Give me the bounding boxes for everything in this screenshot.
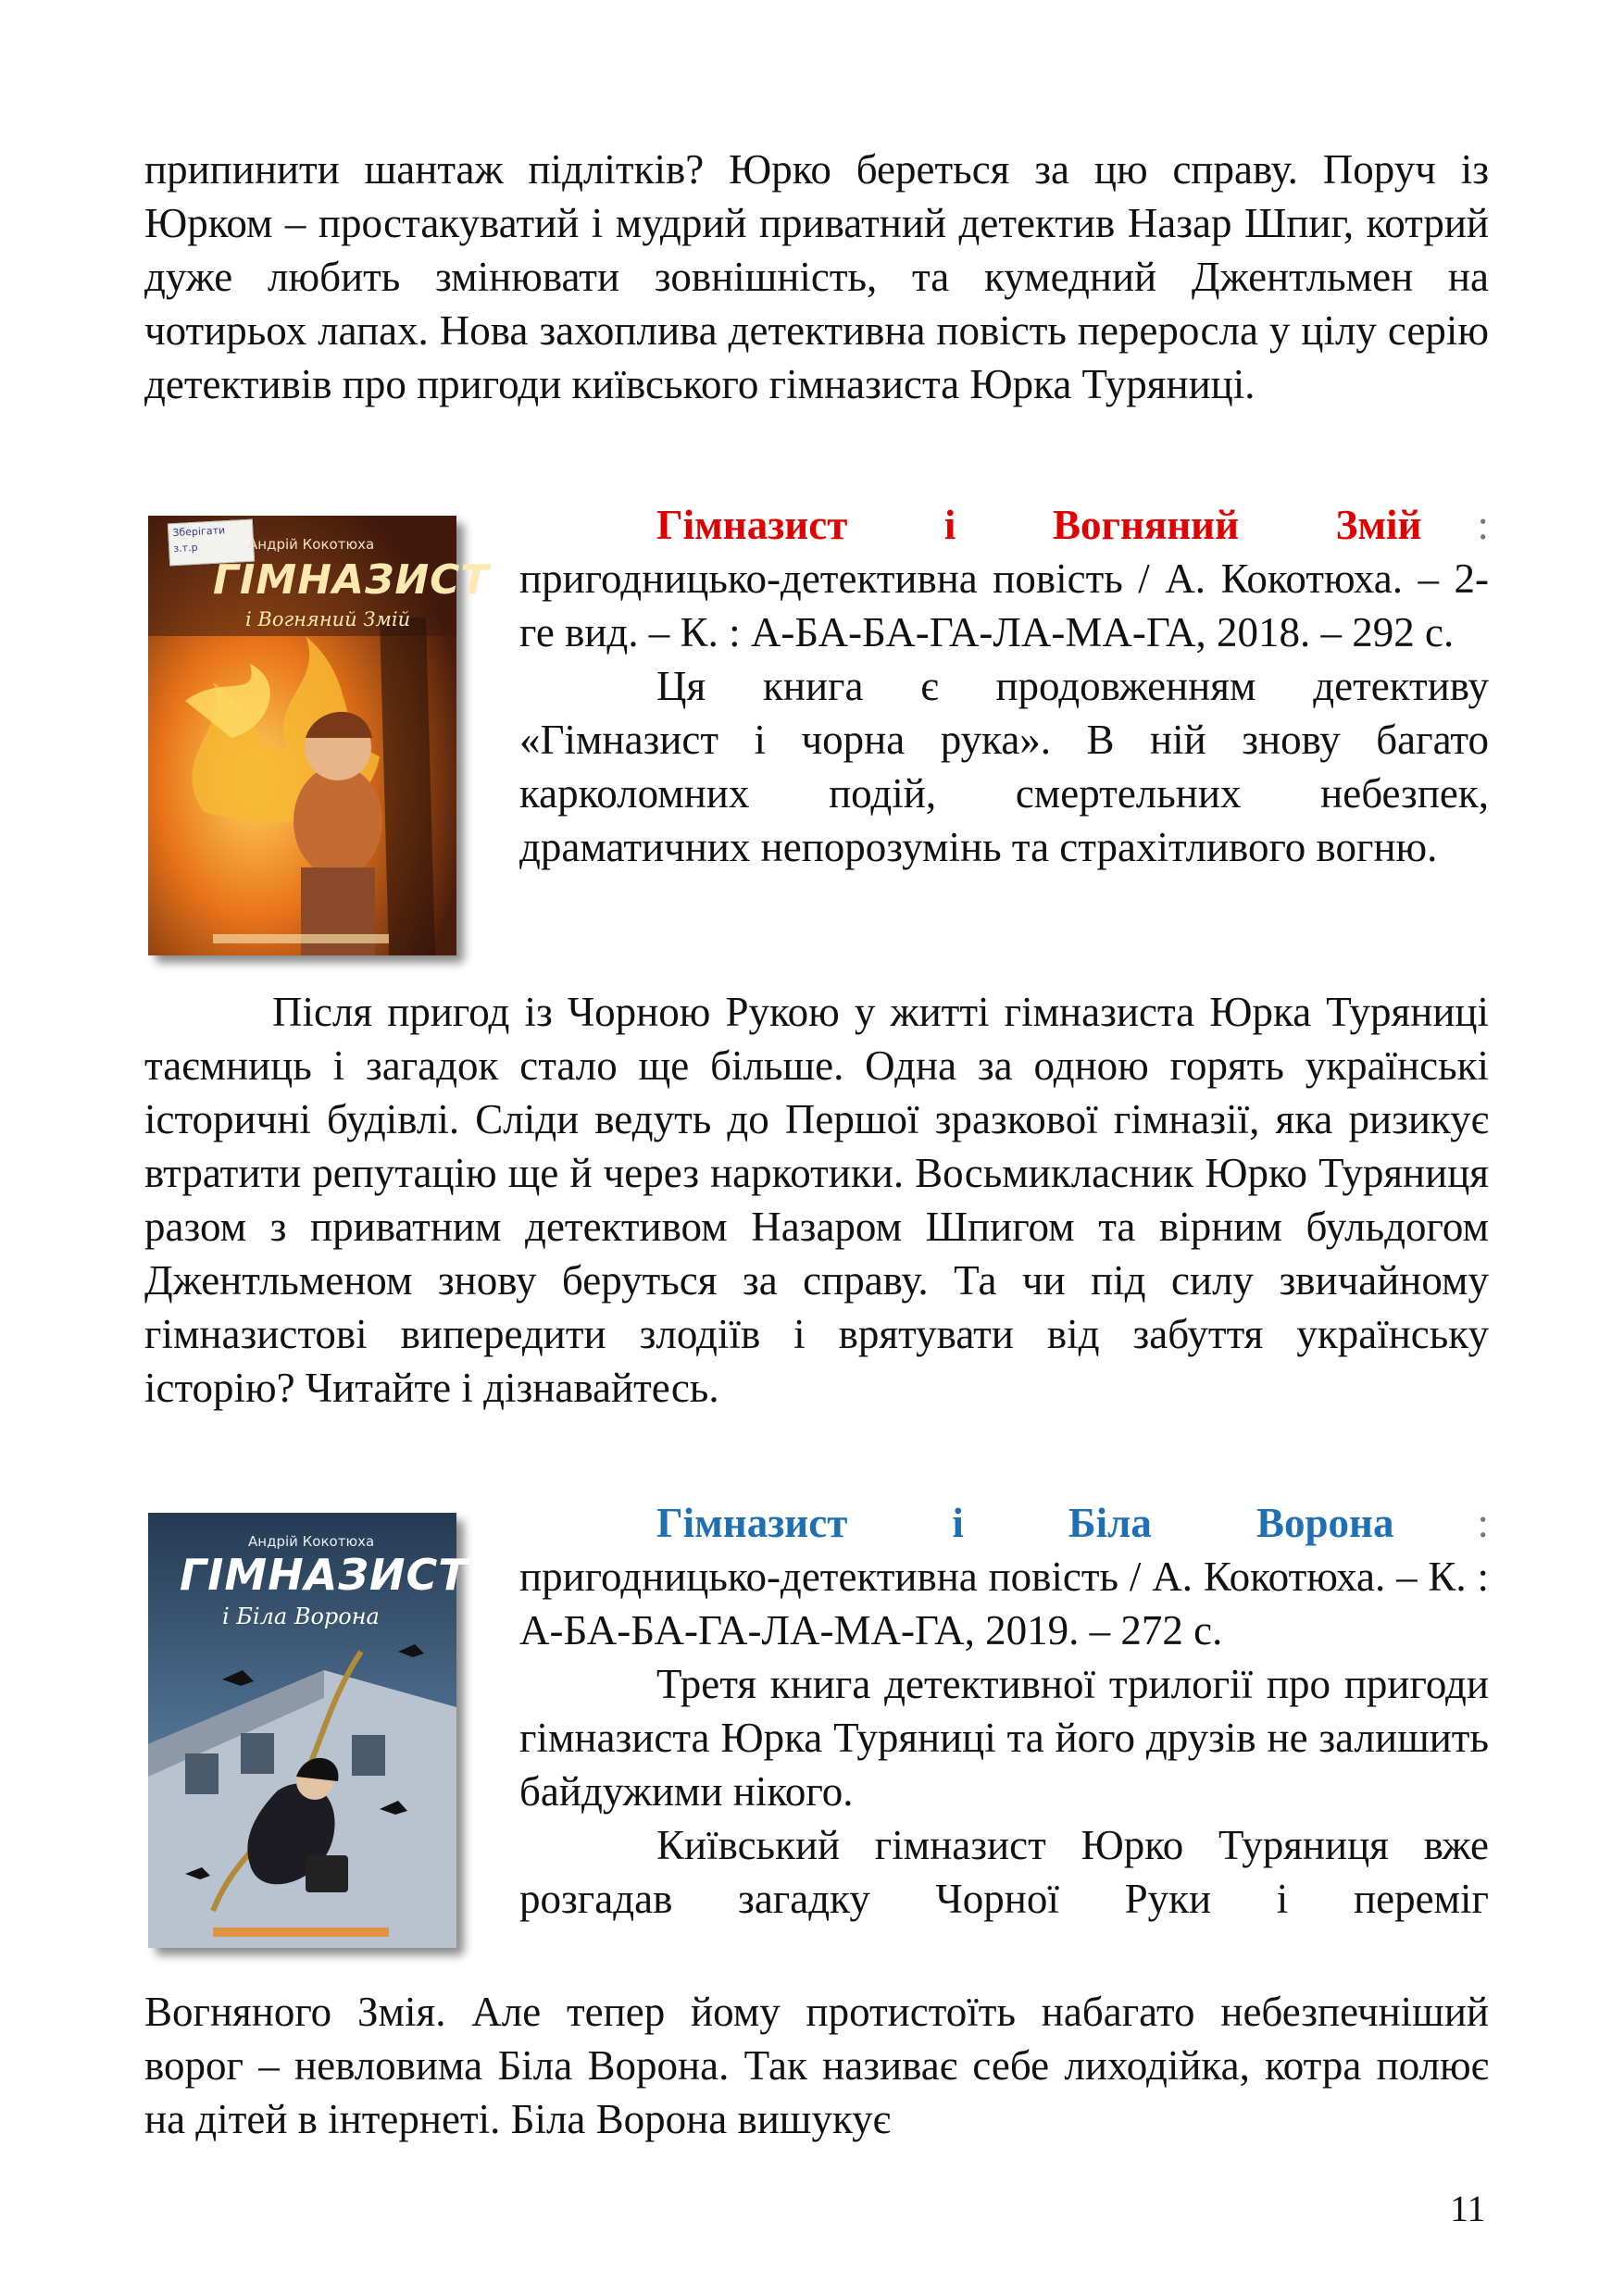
book-cover-fiery-serpent	[148, 516, 490, 955]
book-title-word: Гімназист	[656, 1500, 848, 1546]
cover-subtitle: і Вогняний Змій	[245, 608, 411, 630]
book-title-word: Вогняний	[1053, 502, 1240, 548]
book-title-word: і	[943, 502, 956, 548]
book-title-word: і	[952, 1500, 964, 1546]
title-separator: :	[1477, 1500, 1489, 1546]
book-title-row	[519, 1496, 1489, 1550]
book3-summary-continuation: Вогняного Змія. Але тепер йому протистоїть набагато небезпечніший ворог – невловима Біла Ворона. Так називає себе лиходійка, котра полює на дітей в інтернеті. Біла Ворона вишукує	[144, 1989, 1489, 2142]
book-description: Ця книга є продовженням детективу «Гімназист і чорна рука». В ній знову багато карколомних подій, смертельних небезпек, драматичних непорозумінь та страхітливого вогню.	[519, 663, 1489, 870]
sticker-line-1: Зберігати	[172, 524, 226, 540]
book-title-word: Змій	[1335, 502, 1422, 548]
intro-paragraph: припинити шантаж підлітків? Юрко береться за цю справу. Поруч із Юрком – простакуватий і мудрий приватний детектив Назар Шпиг, котрий дуже любить змінювати зовнішність, та кумедний Джентльмен на чотирьох лапах. Нова захоплива детективна повість переросла у цілу серію детективів про пригоди київського гімназиста Юрка Туряниці.	[144, 146, 1489, 407]
book-entry-fiery-serpent	[519, 498, 1489, 874]
book-title-word: Гімназист	[656, 502, 848, 548]
book-title	[656, 498, 1477, 552]
cover-author: Андрій Кокотюха	[248, 1533, 375, 1550]
book-entry-white-crow	[519, 1496, 1489, 1926]
book-citation: пригодницько-детективна повість / А. Кокотюха. – К. : А-БА-БА-ГА-ЛА-МА-ГА, 2019. – 272 с.	[519, 1554, 1489, 1653]
cover-title: ГІМНАЗИСТ	[180, 1550, 468, 1600]
book-summary-start: Київський гімназист Юрко Туряниця вже розгадав загадку Чорної Руки і переміг	[519, 1822, 1489, 1922]
book-title	[656, 1496, 1477, 1550]
cover-author: Андрій Кокотюха	[248, 536, 375, 553]
book-title-word: Ворона	[1255, 1500, 1394, 1546]
book-title-row	[519, 498, 1489, 552]
book-title-word: Біла	[1068, 1500, 1152, 1546]
book-citation: пригодницько-детективна повість / А. Кокотюха. – 2-ге вид. – К. : А-БА-БА-ГА-ЛА-МА-ГА, 2018. – 292 с.	[519, 555, 1489, 655]
title-separator: :	[1477, 502, 1489, 548]
cover-subtitle: і Біла Ворона	[222, 1603, 380, 1629]
book-cover-white-crow	[148, 1513, 468, 1948]
sticker-line-2: з.т.р	[172, 541, 198, 555]
book-description: Третя книга детективної трилогії про пригоди гімназиста Юрка Туряниці та його друзів не залишить байдужими нікого.	[519, 1661, 1489, 1815]
book2-summary-paragraph: Після пригод із Чорною Рукою у житті гімназиста Юрка Туряниці таємниць і загадок стало ще більше. Одна за одною горять українські історичні будівлі. Сліди ведуть до Першої зразкової гімназії, яка ризикує втратити репутацію ще й через наркотики. Восьмикласник Юрко Туряниця разом з приватним детективом Назаром Шпигом та вірним бульдогом Джентльменом знову беруться за справу. Та чи під силу звичайному гімназистові випередити злодіїв і врятувати від забуття українську історію? Читайте і дізнавайтесь.	[144, 989, 1489, 1411]
page-number: 11	[1450, 2188, 1486, 2229]
cover-title: ГІМНАЗИСТ	[213, 556, 490, 604]
